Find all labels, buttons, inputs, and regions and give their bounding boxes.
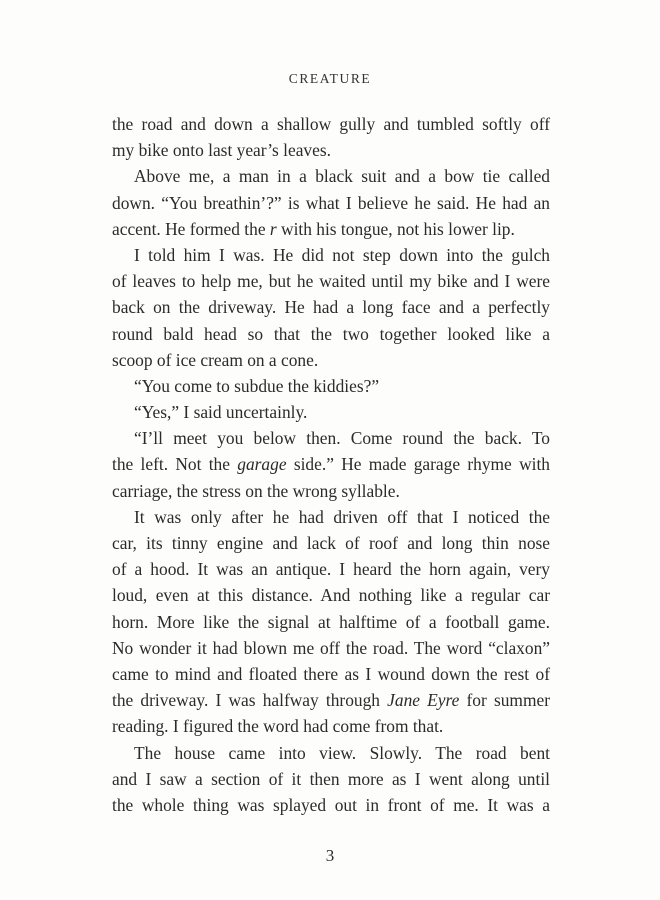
text-line: accent. He formed the r with his tongue, not his lower lip. bbox=[112, 218, 515, 239]
text-line: scoop of ice cream on a cone. bbox=[112, 349, 319, 370]
text-line: round bald head so that the two together looked like a bbox=[112, 323, 550, 344]
text-line: down. “You breathin’?” is what I believe he said. He had an bbox=[112, 192, 550, 213]
text-line: back on the driveway. He had a long face and a perfectly bbox=[112, 297, 550, 318]
italic-word: r bbox=[269, 218, 277, 239]
italic-word: Jane Eyre bbox=[387, 690, 460, 711]
text-line: No wonder it had blown me off the road. The word “claxon” bbox=[112, 637, 550, 658]
text-line: the whole thing was splayed out in front of me. It was a bbox=[112, 794, 550, 815]
text-line: “You come to subdue the kiddies?” bbox=[134, 375, 380, 396]
text-line: It was only after he had driven off that I noticed the bbox=[134, 506, 550, 527]
text-line: of leaves to help me, but he waited until my bike and I were bbox=[112, 271, 550, 292]
text-line: The house came into view. Slowly. The road bent bbox=[134, 742, 550, 763]
running-head: CREATURE bbox=[288, 71, 372, 86]
italic-word: garage bbox=[237, 454, 287, 475]
text-line: horn. More like the signal at halftime of a football game. bbox=[112, 611, 550, 632]
text-line: Above me, a man in a black suit and a bow tie called bbox=[134, 166, 550, 187]
text-line: my bike onto last year’s leaves. bbox=[112, 140, 331, 161]
text-line: and I saw a section of it then more as I went along until bbox=[112, 768, 550, 789]
text-line: reading. I figured the word had come from that. bbox=[112, 716, 444, 737]
text-line: came to mind and floated there as I wound down the rest of bbox=[112, 663, 550, 684]
text-line: loud, even at this distance. And nothing like a regular car bbox=[112, 585, 550, 606]
text-line: car, its tinny engine and lack of roof and long thin nose bbox=[112, 533, 550, 553]
text-line: carriage, the stress on the wrong syllable. bbox=[112, 480, 400, 501]
text-line: I told him I was. He did not step down into the gulch bbox=[134, 244, 550, 265]
text-line: the driveway. I was halfway through Jane Eyre for summer bbox=[112, 690, 550, 711]
text-line: “I’ll meet you below then. Come round the back. To bbox=[134, 428, 550, 449]
text-line: the left. Not the garage side.” He made garage rhyme with bbox=[112, 454, 550, 475]
body-text bbox=[112, 111, 550, 818]
text-line: of a hood. It was an antique. I heard the horn again, very bbox=[112, 559, 550, 580]
text-line: the road and down a shallow gully and tumbled softly off bbox=[112, 114, 550, 134]
text-line: “Yes,” I said uncertainly. bbox=[134, 402, 308, 423]
page-number: 3 bbox=[325, 846, 335, 865]
